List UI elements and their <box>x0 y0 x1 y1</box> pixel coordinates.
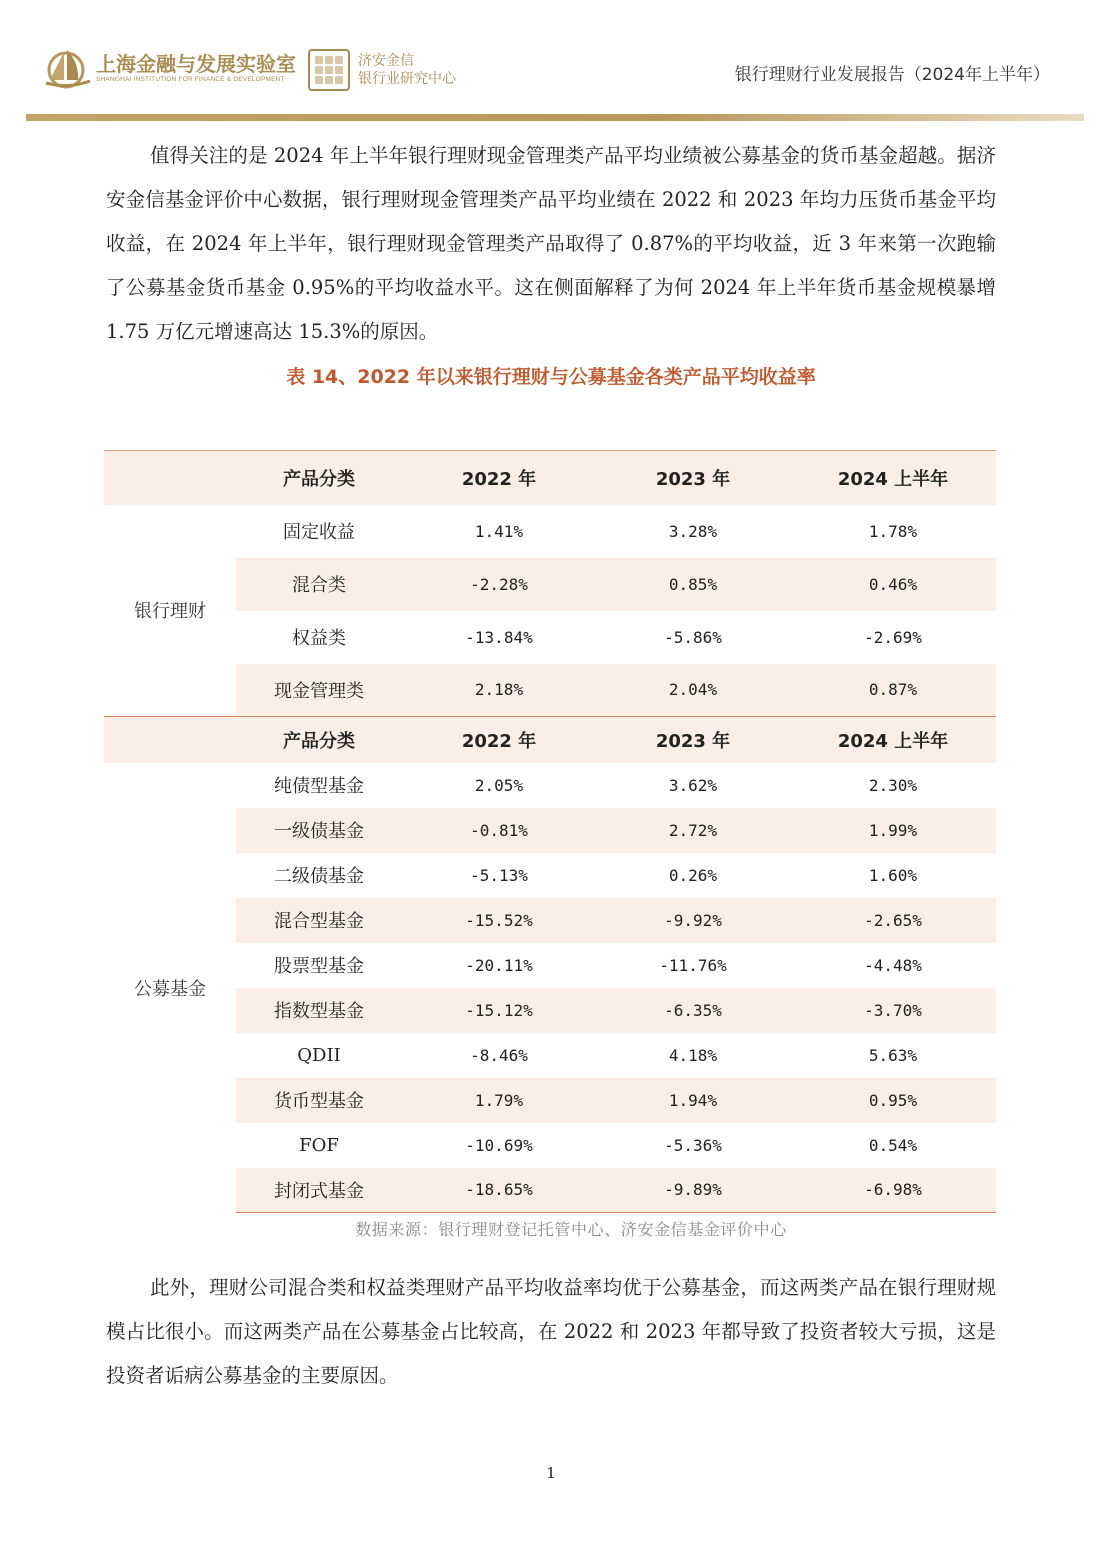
cell-2023: 0.26% <box>668 865 718 885</box>
table-row <box>104 898 996 943</box>
row-label: 股票型基金 <box>274 956 364 977</box>
header-category: 产品分类 <box>236 717 402 763</box>
header-2022: 2022 年 <box>402 451 596 505</box>
header-blank-cell <box>104 717 236 763</box>
table-row <box>104 853 996 898</box>
cell-2023: -9.89% <box>596 1168 790 1213</box>
table-header-row <box>104 451 996 505</box>
header-2024h1: 2024 上半年 <box>790 717 996 763</box>
page-header <box>0 0 1102 122</box>
cell-2023: 4.18% <box>668 1045 718 1065</box>
table-row <box>104 763 996 808</box>
research-center-seal-icon <box>308 49 350 91</box>
table-header-row <box>104 717 996 763</box>
header-2023: 2023 年 <box>596 451 790 505</box>
cell-2024h1: 0.54% <box>868 1135 918 1155</box>
cell-2022: 2.05% <box>474 775 524 795</box>
cell-2022: -18.65% <box>402 1168 596 1213</box>
cell-2022: -0.81% <box>402 808 596 853</box>
row-label: 权益类 <box>292 628 346 649</box>
table-row <box>104 505 996 558</box>
cell-2024h1: 5.63% <box>868 1045 918 1065</box>
cell-2023: 1.94% <box>596 1078 790 1123</box>
cell-2024h1: -6.98% <box>790 1168 996 1213</box>
cell-2023: 3.62% <box>668 775 718 795</box>
table-row <box>104 1123 996 1168</box>
row-label: 指数型基金 <box>236 988 402 1033</box>
paragraph-intro: 值得关注的是 2024 年上半年银行理财现金管理类产品平均业绩被公募基金的货币基金超越。据济安金信基金评价中心数据，银行理财现金管理类产品平均业绩在 2022 和 2023 年均力压货币基金平均收益，在 2024 年上半年，银行理财现金管理类产品取得了 0.87%的平均收益，近 3 年来第一次跑输了公募基金货币基金 0.95%的平均收益水平。这在侧面解释了为何 2024 年上半年货币基金规模暴增 1.75 万亿元增速高达 15.3%的原因。 <box>106 144 996 343</box>
cell-2024h1: -3.70% <box>790 988 996 1033</box>
cell-2022: -8.46% <box>470 1045 528 1065</box>
table-row <box>104 558 996 611</box>
row-label: 固定收益 <box>283 522 355 543</box>
row-label: 封闭式基金 <box>236 1168 402 1213</box>
header-2024h1: 2024 上半年 <box>790 451 996 505</box>
cell-2024h1: 0.87% <box>790 664 996 717</box>
table-row <box>104 1078 996 1123</box>
cell-2024h1: 0.46% <box>790 558 996 611</box>
report-title: 银行理财行业发展报告（2024年上半年） <box>734 65 1050 85</box>
cell-2022: -5.13% <box>470 865 528 885</box>
public-fund-category: 公募基金 <box>104 763 236 1213</box>
table-row <box>104 1033 996 1078</box>
cell-2023: 0.85% <box>596 558 790 611</box>
paragraph-conclusion: 此外，理财公司混合类和权益类理财产品平均收益率均优于公募基金，而这两类产品在银行理财规模占比很小。而这两类产品在公募基金占比较高，在 2022 和 2023 年都导致了投资者较大亏损，这是投资者诟病公募基金的主要原因。 <box>106 1276 996 1387</box>
table-caption: 表 14、2022 年以来银行理财与公募基金各类产品平均收益率 <box>286 366 816 388</box>
cell-2022: -15.12% <box>402 988 596 1033</box>
header-2023: 2023 年 <box>596 717 790 763</box>
institute-name-en: SHANGHAI INSTITUTION FOR FINANCE & DEVELOPMENT <box>96 75 285 83</box>
cell-2024h1: 0.95% <box>790 1078 996 1123</box>
cell-2024h1: -2.65% <box>790 898 996 943</box>
row-label: 现金管理类 <box>236 664 402 717</box>
cell-2022: 1.41% <box>474 521 524 541</box>
cell-2022: -13.84% <box>465 627 533 647</box>
cell-2024h1: 1.60% <box>868 865 918 885</box>
cell-2024h1: 1.99% <box>790 808 996 853</box>
cell-2024h1: 1.78% <box>868 521 918 541</box>
table-row <box>104 988 996 1033</box>
header-divider <box>26 114 1084 121</box>
row-label: 二级债基金 <box>274 866 364 887</box>
cell-2022: -2.28% <box>402 558 596 611</box>
table-row <box>104 808 996 853</box>
cell-2022: -20.11% <box>465 955 533 975</box>
header-2022: 2022 年 <box>402 717 596 763</box>
header-category: 产品分类 <box>236 451 402 505</box>
row-label: FOF <box>299 1134 339 1156</box>
page-number: 1 <box>546 1464 556 1482</box>
cell-2022: -15.52% <box>402 898 596 943</box>
row-label: QDII <box>297 1044 341 1066</box>
cell-2022: 2.18% <box>402 664 596 717</box>
cell-2023: 3.28% <box>668 521 718 541</box>
cell-2023: -11.76% <box>659 955 727 975</box>
row-label: 货币型基金 <box>236 1078 402 1123</box>
table-row <box>104 1168 996 1213</box>
cell-2023: -5.86% <box>664 627 722 647</box>
cell-2023: -6.35% <box>596 988 790 1033</box>
cell-2024h1: 2.30% <box>868 775 918 795</box>
sailboat-logo-icon <box>44 46 92 90</box>
cell-2022: -10.69% <box>465 1135 533 1155</box>
data-source-note: 数据来源：银行理财登记托管中心、济安金信基金评价中心 <box>355 1220 787 1239</box>
header-blank-cell <box>104 451 236 505</box>
row-label: 一级债基金 <box>236 808 402 853</box>
table-row <box>104 611 996 664</box>
row-label: 混合型基金 <box>236 898 402 943</box>
institute-name-cn: 上海金融与发展实验室 <box>96 51 296 76</box>
cell-2024h1: -4.48% <box>864 955 922 975</box>
table-row <box>104 664 996 717</box>
table-row <box>104 943 996 988</box>
row-label: 混合类 <box>236 558 402 611</box>
cell-2023: -9.92% <box>596 898 790 943</box>
bank-wealth-category: 银行理财 <box>104 505 236 717</box>
institute-logo <box>44 46 296 90</box>
cell-2023: 2.72% <box>596 808 790 853</box>
row-label: 纯债型基金 <box>274 776 364 797</box>
research-center-line1: 济安金信 <box>358 53 414 69</box>
research-center-logo <box>358 52 456 88</box>
cell-2023: -5.36% <box>664 1135 722 1155</box>
returns-table <box>104 450 996 1213</box>
cell-2024h1: -2.69% <box>864 627 922 647</box>
cell-2022: 1.79% <box>402 1078 596 1123</box>
research-center-line2: 银行业研究中心 <box>358 71 456 87</box>
cell-2023: 2.04% <box>596 664 790 717</box>
